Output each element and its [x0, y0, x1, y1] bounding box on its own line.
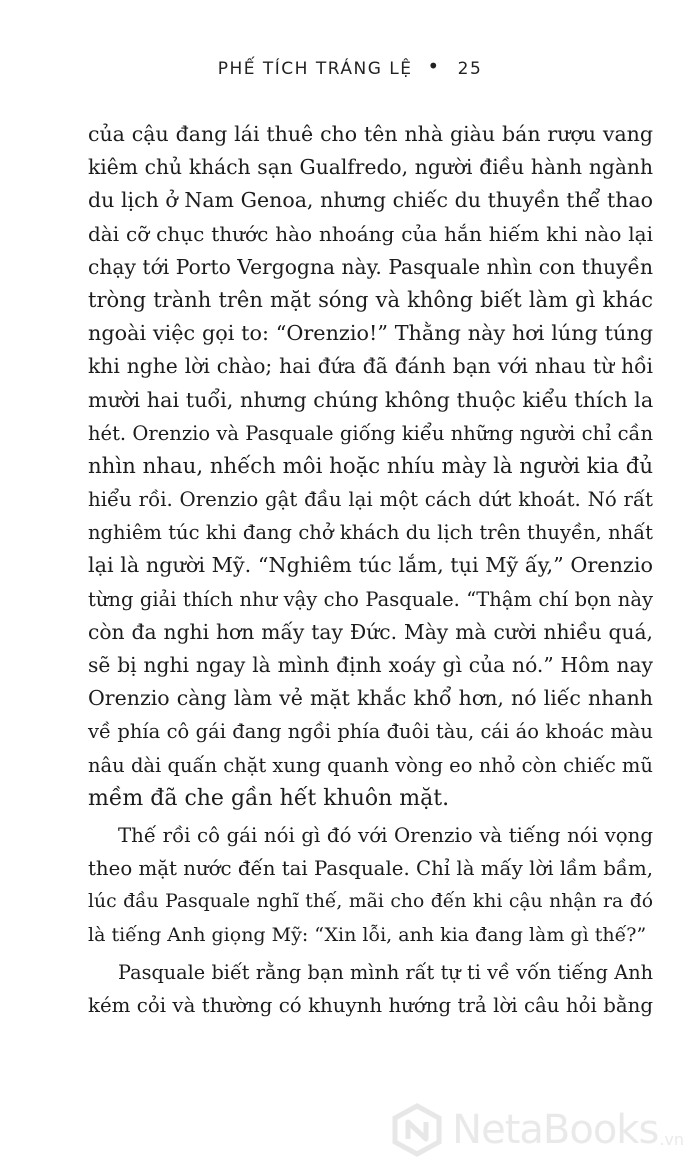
text-line: theo mặt nước đến tai Pasquale. Chỉ là mấy lời lầm bầm,: [88, 857, 654, 881]
text-line: du lịch ở Nam Genoa, nhưng chiếc du thuyền thể thao: [88, 188, 653, 213]
paragraph-3: [88, 956, 653, 1022]
text-line: lúc đầu Pasquale nghĩ thế, mãi cho đến khi cậu nhận ra đó: [88, 891, 653, 913]
paragraph-2: [88, 819, 653, 952]
text-line: nâu dài quấn chặt xung quanh vòng eo nhỏ còn chiếc mũ: [88, 753, 653, 777]
watermark-suffix: .vn: [659, 1130, 684, 1149]
watermark: [390, 1103, 684, 1157]
body-text: [88, 118, 653, 1022]
book-title: PHẾ TÍCH TRÁNG LỆ: [217, 59, 413, 79]
watermark-brand: NetaBooks: [452, 1107, 659, 1153]
text-line: còn đa nghi hơn mấy tay Đức. Mày mà cười nhiều quá,: [88, 619, 653, 644]
text-line: dài cỡ chục thước hào nhoáng của hắn hiếm khi nào lại: [88, 221, 653, 246]
text-line: là tiếng Anh giọng Mỹ: “Xin lỗi, anh kia đang làm gì thế?”: [88, 923, 647, 946]
text-line: mười hai tuổi, nhưng chúng không thuộc kiểu thích la: [88, 387, 654, 412]
text-line: của cậu đang lái thuê cho tên nhà giàu bán rượu vang: [88, 122, 653, 146]
text-line: mềm đã che gần hết khuôn mặt.: [88, 785, 450, 811]
text-line: Pasquale biết rằng bạn mình rất tự ti về vốn tiếng Anh: [118, 960, 653, 984]
text-line: hiểu rồi. Orenzio gật đầu lại một cách dứt khoát. Nó rất: [88, 488, 653, 512]
text-line: sẽ bị nghi ngay là mình định xoáy gì của nó.” Hôm nay: [88, 653, 653, 677]
text-line: về phía cô gái đang ngồi phía đuôi tàu, cái áo khoác màu: [88, 720, 653, 744]
paragraph-1: [88, 118, 653, 815]
text-line: nhìn nhau, nhếch môi hoặc nhíu mày là người kia đủ: [88, 453, 654, 479]
text-line: chạy tới Porto Vergogna này. Pasquale nhìn con thuyền: [88, 254, 653, 279]
text-line: ngoài việc gọi to: “Orenzio!” Thằng này hơi lúng túng: [88, 321, 653, 346]
text-line: Thế rồi cô gái nói gì đó với Orenzio và tiếng nói vọng: [118, 823, 653, 847]
text-line: kiêm chủ khách sạn Gualfredo, người điều hành ngành: [88, 155, 653, 180]
text-line: Orenzio càng làm vẻ mặt khắc khổ hơn, nó liếc nhanh: [88, 686, 653, 711]
text-line: nghiêm túc khi đang chở khách du lịch trên thuyền, nhất: [88, 521, 653, 545]
netabooks-logo-icon: [390, 1103, 444, 1157]
text-line: hét. Orenzio và Pasquale giống kiểu những người chỉ cần: [88, 421, 653, 445]
text-line: lại là người Mỹ. “Nghiêm túc lắm, tụi Mỹ ấy,” Orenzio: [88, 553, 653, 578]
page-number: 25: [457, 59, 483, 79]
header-separator: •: [427, 54, 441, 78]
text-line: kém cỏi và thường có khuynh hướng trả lời câu hỏi bằng: [88, 993, 653, 1017]
text-line: khi nghe lời chào; hai đứa đã đánh bạn với nhau từ hồi: [88, 354, 653, 379]
text-line: tròng trành trên mặt sóng và không biết làm gì khác: [88, 287, 653, 312]
text-line: từng giải thích như vậy cho Pasquale. “Thậm chí bọn này: [88, 587, 653, 611]
running-header: [0, 54, 700, 79]
